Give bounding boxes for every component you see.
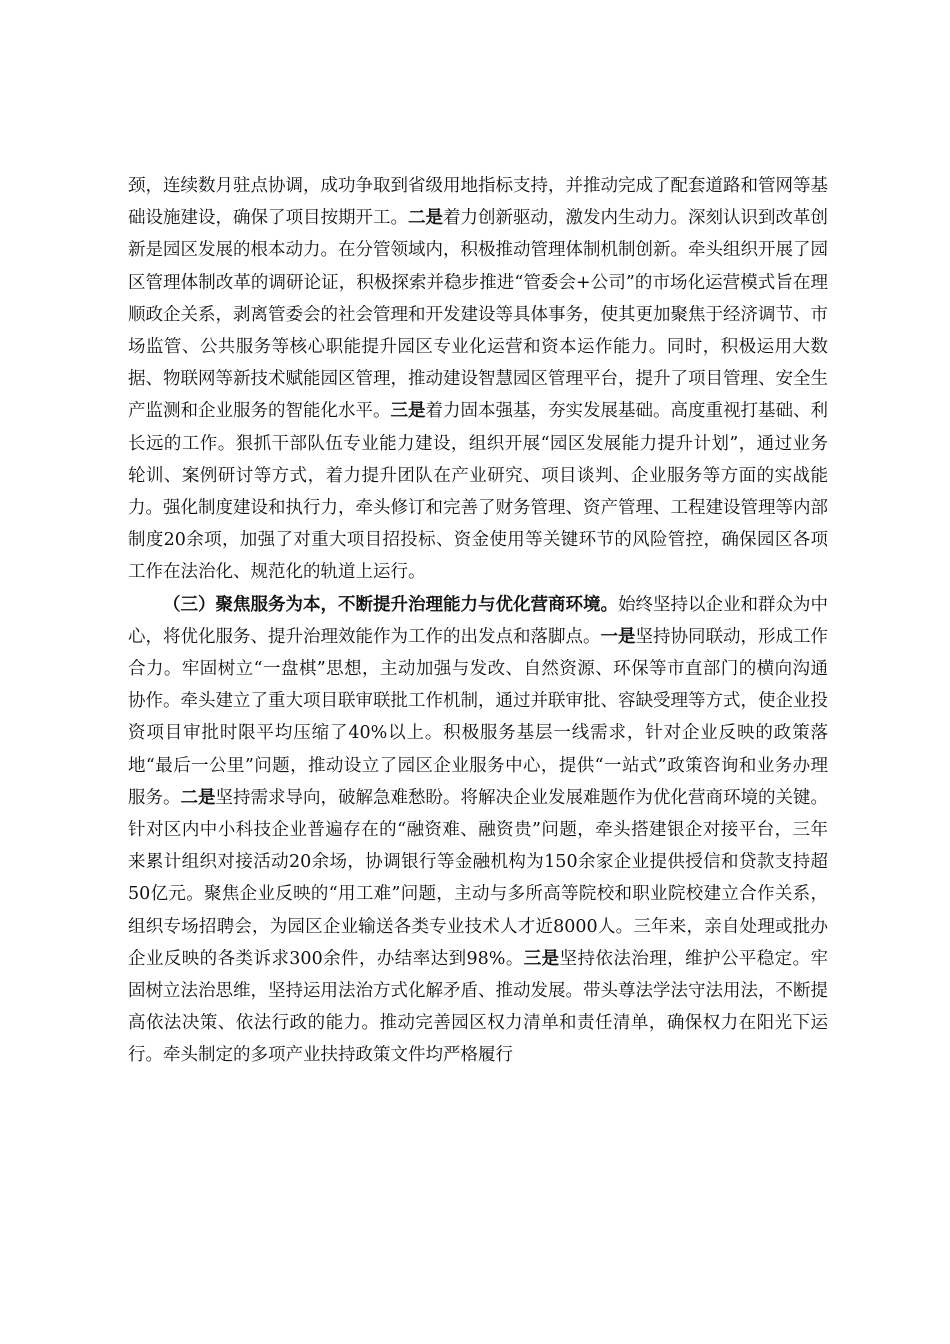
text-segment: 坚持需求导向，破解急难愁盼。将解决企业发展难题作为优化营商环境的关键。针对区内中小科技企业普遍存在的“融资难、融资贵”问题，牵头搭建银企对接平台，三年来累计组织对接活动20余场，协调银行等金融机构为150余家企业提供授信和贷款支持超50亿元。聚焦企业反映的“用工难”问题，主动与多所高等院校和职业院校建立合作关系，组织专场招聘会，为园区企业输送各类专业技术人才近8000人。三年来，亲自处理或批办企业反映的各类诉求300余件，办结率达到98%。: [128, 787, 828, 969]
text-segment: 始终坚持以企业和群众为中心，将优化服务、提升治理效能作为工作的出发点和落脚点。: [128, 594, 828, 647]
bold-marker-third: 三是: [390, 401, 426, 422]
text-segment: 颈，连续数月驻点协调，成功争取到省级用地指标支持，并推动完成了配套道路和管网等基础设施建设，确保了项目按期开工。: [128, 176, 828, 229]
document-body: [128, 170, 828, 1072]
bold-marker-third: 三是: [523, 948, 560, 969]
bold-marker-first: 一是: [600, 626, 636, 647]
bold-marker-second: 二是: [408, 208, 443, 229]
text-segment: 着力固本强基，夯实发展基础。高度重视打基础、利长远的工作。狠抓干部队伍专业能力建设，组织开展“园区发展能力提升计划”，通过业务轮训、案例研讨等方式，着力提升团队在产业研究、项目谈判、企业服务等方面的实战能力。强化制度建设和执行力，牵头修订和完善了财务管理、资产管理、工程建设管理等内部制度20余项，加强了对重大项目招投标、资金使用等关键环节的风险管控，确保园区各项工作在法治化、规范化的轨道上运行。: [128, 401, 828, 583]
bold-marker-second: 二是: [180, 787, 216, 808]
text-segment: 坚持依法治理，维护公平稳定。牢固树立法治思维，坚持运用法治方式化解矛盾、推动发展。带头尊法学法守法用法，不断提高依法决策、依法行政的能力。推动完善园区权力清单和责任清单，确保权力在阳光下运行。牵头制定的多项产业扶持政策文件均严格履行: [128, 948, 828, 1066]
paragraph-continuation: [128, 170, 828, 589]
text-segment: 着力创新驱动，激发内生动力。深刻认识到改革创新是园区发展的根本动力。在分管领域内，积极推动管理体制机制创新。牵头组织开展了园区管理体制改革的调研论证，积极探索并稳步推进“管委会+公司”的市场化运营模式旨在理顺政企关系，剥离管委会的社会管理和开发建设等具体事务，使其更加聚焦于经济调节、市场监管、公共服务等核心职能提升园区专业化运营和资本运作能力。同时，积极运用大数据、物联网等新技术赋能园区管理，推动建设智慧园区管理平台，提升了项目管理、安全生产监测和企业服务的智能化水平。: [128, 208, 828, 422]
text-segment: 坚持协同联动，形成工作合力。牢固树立“一盘棋”思想，主动加强与发改、自然资源、环保等市直部门的横向沟通协作。牵头建立了重大项目联审联批工作机制，通过并联审批、容缺受理等方式，使企业投资项目审批时限平均压缩了40%以上。积极服务基层一线需求，针对企业反映的政策落地“最后一公里”问题，推动设立了园区企业服务中心，提供“一站式”政策咨询和业务办理服务。: [128, 626, 828, 808]
section-heading: （三）聚焦服务为本，不断提升治理能力与优化营商环境。: [163, 594, 618, 615]
paragraph-section-three: [128, 589, 828, 1072]
